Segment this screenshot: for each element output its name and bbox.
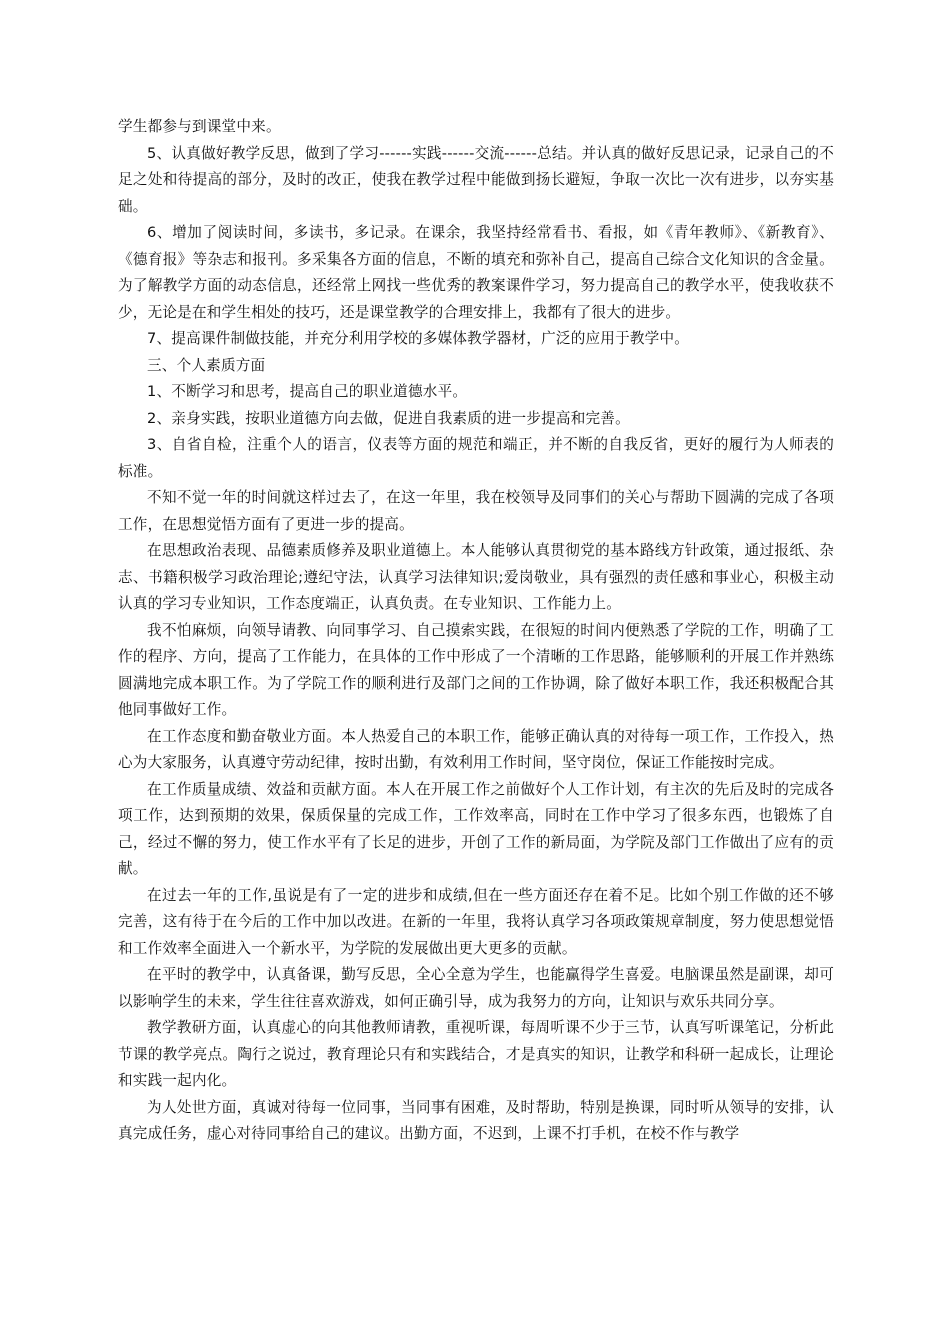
paragraph-15: 在平时的教学中，认真备课，勤写反思，全心全意为学生，也能赢得学生喜爱。电脑课虽然是副课，却可以影响学生的未来，学生往往喜欢游戏，如何正确引导，成为我努力的方向，让知识与欢乐共同分享。: [118, 966, 834, 1010]
paragraph-1: 学生都参与到课堂中来。: [118, 118, 281, 135]
paragraph-7: 2、亲身实践，按职业道德方向去做，促进自我素质的进一步提高和完善。: [147, 409, 630, 427]
paragraph-8: 3、自省自检，注重个人的语言，仪表等方面的规范和端正，并不断的自我反省，更好的履行为人师表的标准。: [118, 436, 834, 480]
paragraph-4: 7、提高课件制做技能，并充分利用学校的多媒体教学器材，广泛的应用于教学中。: [147, 330, 690, 347]
paragraph-10: 在思想政治表现、品德素质修养及职业道德上。本人能够认真贯彻党的基本路线方针政策，通过报纸、杂志、书籍积极学习政治理论;遵纪守法，认真学习法律知识;爱岗敬业，具有强烈的责任感和事业心，积极主动认真的学习专业知识，工作态度端正，认真负责。在专业知识、工作能力上。: [118, 542, 834, 612]
paragraph-9: 不知不觉一年的时间就这样过去了，在这一年里，我在校领导及同事们的关心与帮助下圆满的完成了各项工作，在思想觉悟方面有了更进一步的提高。: [118, 489, 834, 533]
paragraph-16: 教学教研方面，认真虚心的向其他教师请教，重视听课，每周听课不少于三节，认真写听课笔记，分析此节课的教学亮点。陶行之说过，教育理论只有和实践结合，才是真实的知识，让教学和科研一起成长，让理论和实践一起内化。: [118, 1019, 834, 1089]
paragraph-14: 在过去一年的工作,虽说是有了一定的进步和成绩,但在一些方面还存在着不足。比如个别工作做的还不够完善，这有待于在今后的工作中加以改进。在新的一年里，我将认真学习各项政策规章制度，努力使思想觉悟和工作效率全面进入一个新水平，为学院的发展做出更大更多的贡献。: [118, 886, 834, 957]
paragraph-13: 在工作质量成绩、效益和贡献方面。本人在开展工作之前做好个人工作计划，有主次的先后及时的完成各项工作，达到预期的效果，保质保量的完成工作，工作效率高，同时在工作中学习了很多东西，也锻炼了自己，经过不懈的努力，使工作水平有了长足的进步，开创了工作的新局面，为学院及部门工作做出了应有的贡献。: [118, 780, 834, 877]
section-heading-personal-quality: 三、个人素质方面: [147, 356, 266, 374]
paragraph-6: 1、不断学习和思考，提高自己的职业道德水平。: [147, 383, 468, 400]
paragraph-2: 5、认真做好教学反思，做到了学习------实践------交流------总结。并认真的做好反思记录，记录自己的不足之处和待提高的部分，及时的改正，使我在教学过程中能做到扬长避短，争取一次比一次有进步，以夯实基础。: [118, 144, 834, 215]
document-body: [118, 114, 834, 1148]
paragraph-12: 在工作态度和勤奋敬业方面。本人热爱自己的本职工作，能够正确认真的对待每一项工作，工作投入，热心为大家服务，认真遵守劳动纪律，按时出勤，有效利用工作时间，坚守岗位，保证工作能按时完成。: [118, 727, 834, 771]
paragraph-3: 6、增加了阅读时间，多读书，多记录。在课余，我坚持经常看书、看报，如《青年教师》、《新教育》、《德育报》等杂志和报刊。多采集各方面的信息，不断的填充和弥补自己，提高自己综合文化知识的含金量。为了解教学方面的动态信息，还经常上网找一些优秀的教案课件学习，努力提高自己的教学水平，使我收获不少，无论是在和学生相处的技巧，还是课堂教学的合理安排上，我都有了很大的进步。: [118, 224, 834, 321]
paragraph-11: 我不怕麻烦，向领导请教、向同事学习、自己摸索实践，在很短的时间内便熟悉了学院的工作，明确了工作的程序、方向，提高了工作能力，在具体的工作中形成了一个清晰的工作思路，能够顺利的开展工作并熟练圆满地完成本职工作。为了学院工作的顺利进行及部门之间的工作协调，除了做好本职工作，我还积极配合其他同事做好工作。: [118, 621, 834, 718]
paragraph-17: 为人处世方面，真诚对待每一位同事，当同事有困难，及时帮助，特别是换课，同时听从领导的安排，认真完成任务，虚心对待同事给自己的建议。出勤方面，不迟到，上课不打手机，在校不作与教学: [118, 1098, 834, 1142]
